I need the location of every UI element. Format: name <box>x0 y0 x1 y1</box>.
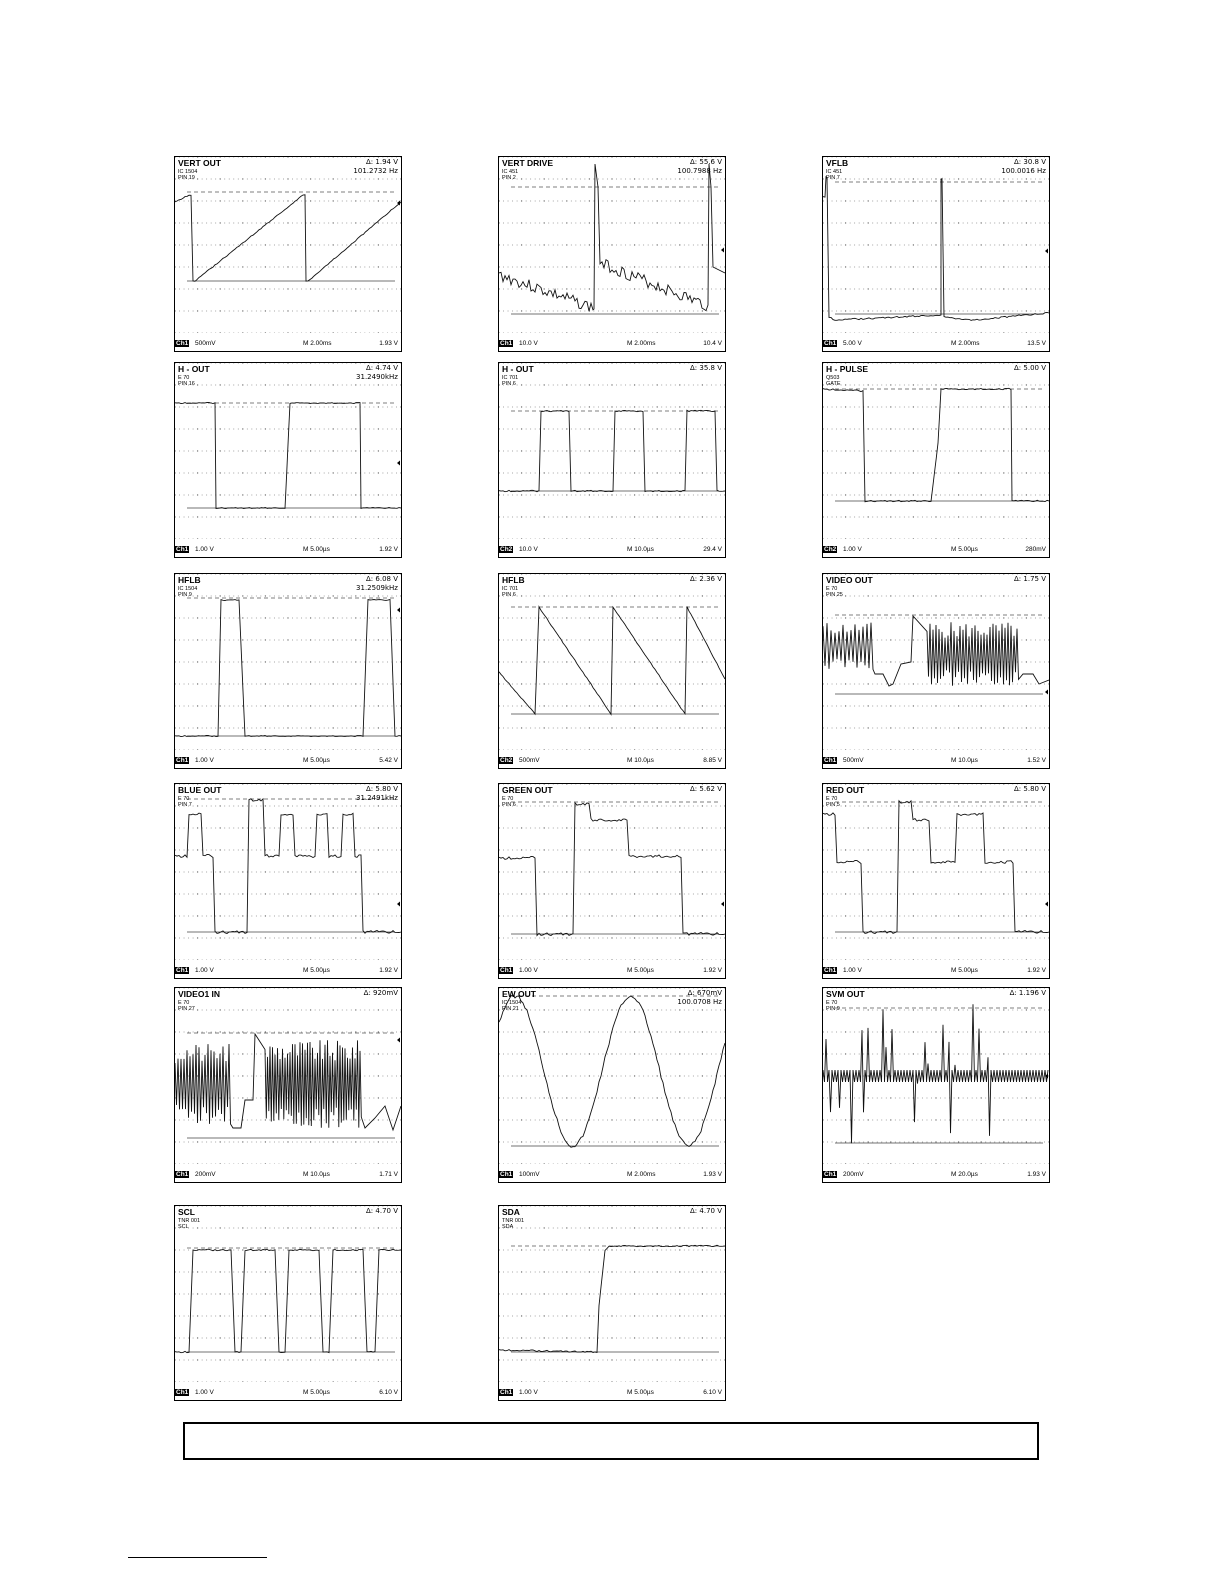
scope-delta-readout: Δ: 1.196 V <box>1009 989 1046 997</box>
scope-pin: PIN 2 <box>502 175 516 181</box>
timebase: M 5.00µs <box>627 1389 654 1396</box>
scope-frequency-readout: 100.0708 Hz <box>677 998 722 1006</box>
trigger-level: 29.4 V <box>703 546 722 553</box>
scope-green-out <box>498 783 726 979</box>
scope-status-bar <box>823 1168 1049 1182</box>
scope-status-bar <box>499 543 725 557</box>
trigger-level: 1.93 V <box>379 340 398 347</box>
scope-pin: PIN 6 <box>502 592 516 598</box>
scope-title: RED OUT <box>826 785 865 795</box>
scope-component: IC 1504 <box>502 1000 522 1006</box>
volts-per-div: 200mV <box>195 1171 216 1178</box>
scope-component: E 70 <box>826 796 838 802</box>
scope-status-bar <box>175 543 401 557</box>
scope-hflb-2 <box>498 573 726 769</box>
scope-title: H - OUT <box>502 364 534 374</box>
scope-title: VFLB <box>826 158 849 168</box>
scope-vert-out <box>174 156 402 352</box>
waveform-trace <box>175 195 401 281</box>
volts-per-div: 1.00 V <box>195 757 214 764</box>
scope-component: IC 451 <box>826 169 843 175</box>
scope-frequency-readout: 100.7988 Hz <box>677 167 722 175</box>
scope-pin: PIN 16 <box>178 381 195 387</box>
channel-label: Ch1 <box>176 1389 189 1396</box>
scope-frequency-readout: 31.2491kHz <box>356 794 398 802</box>
scope-pin: PIN 27 <box>178 1006 195 1012</box>
scope-screen <box>175 363 401 539</box>
scope-component: E 70 <box>826 586 838 592</box>
channel-label: Ch1 <box>500 340 513 347</box>
waveform-trace <box>823 616 1049 686</box>
volts-per-div: 500mV <box>843 757 864 764</box>
scope-screen <box>499 1206 725 1382</box>
trigger-level: 5.42 V <box>379 757 398 764</box>
waveform-trace <box>175 403 401 509</box>
timebase: M 10.0µs <box>951 757 978 764</box>
channel-label: Ch1 <box>824 757 837 764</box>
scope-screen <box>175 1206 401 1382</box>
scope-screen <box>175 784 401 960</box>
scope-component: E 70 <box>826 1000 838 1006</box>
scope-screen <box>823 157 1049 333</box>
trigger-level-marker <box>397 608 400 613</box>
volts-per-div: 100mV <box>519 1171 540 1178</box>
trigger-level: 6.10 V <box>703 1389 722 1396</box>
volts-per-div: 10.0 V <box>519 340 538 347</box>
trigger-level: 1.71 V <box>379 1171 398 1178</box>
trigger-level: 1.52 V <box>1027 757 1046 764</box>
scope-delta-readout: Δ: 6.08 V <box>366 575 398 583</box>
scope-screen <box>499 784 725 960</box>
scope-pin: PIN 19 <box>178 175 195 181</box>
scope-title: VIDEO OUT <box>826 575 873 585</box>
timebase: M 5.00µs <box>303 757 330 764</box>
scope-vflb <box>822 156 1050 352</box>
scope-component: TNR 001 <box>502 1218 525 1224</box>
channel-label: Ch1 <box>824 967 837 974</box>
scope-screen <box>823 574 1049 750</box>
scope-component: E 70 <box>178 796 190 802</box>
waveform-trace <box>499 607 725 715</box>
trigger-level: 1.92 V <box>1027 967 1046 974</box>
channel-label: Ch2 <box>500 757 513 764</box>
scope-delta-readout: Δ: 4.74 V <box>366 364 398 372</box>
timebase: M 20.0µs <box>951 1171 978 1178</box>
trigger-level: 280mV <box>1025 546 1046 553</box>
scope-delta-readout: Δ: 5.00 V <box>1014 364 1046 372</box>
trigger-level: 10.4 V <box>703 340 722 347</box>
volts-per-div: 1.00 V <box>843 967 862 974</box>
scope-screen <box>823 363 1049 539</box>
scope-scl <box>174 1205 402 1401</box>
volts-per-div: 500mV <box>195 340 216 347</box>
scope-title: VERT OUT <box>178 158 221 168</box>
scope-component: IC 701 <box>502 586 519 592</box>
scope-delta-readout: Δ: 5.80 V <box>366 785 398 793</box>
footer-rule <box>128 1557 267 1558</box>
timebase: M 2.00ms <box>627 340 656 347</box>
scope-pin: PIN 6 <box>502 802 516 808</box>
scope-screen <box>175 988 401 1164</box>
scope-status-bar <box>175 754 401 768</box>
waveform-trace <box>499 995 725 1147</box>
scope-status-bar <box>175 1168 401 1182</box>
scope-title: H - OUT <box>178 364 210 374</box>
scope-status-bar <box>175 964 401 978</box>
trigger-level: 6.10 V <box>379 1389 398 1396</box>
scope-title: HFLB <box>502 575 525 585</box>
scope-frequency-readout: 31.2490kHz <box>356 373 398 381</box>
scope-delta-readout: Δ: 1.94 V <box>366 158 398 166</box>
scope-screen <box>175 574 401 750</box>
scope-status-bar <box>499 337 725 351</box>
trigger-level: 1.92 V <box>703 967 722 974</box>
scope-video1-in <box>174 987 402 1183</box>
scope-svm-out <box>822 987 1050 1183</box>
timebase: M 10.0µs <box>627 757 654 764</box>
timebase: M 2.00ms <box>951 340 980 347</box>
trigger-level-marker <box>1045 902 1048 907</box>
channel-label: Ch1 <box>176 546 189 553</box>
scope-delta-readout: Δ: 4.70 V <box>690 1207 722 1215</box>
caption-box <box>183 1422 1039 1460</box>
scope-pin: PIN 7 <box>178 802 192 808</box>
timebase: M 10.0µs <box>303 1171 330 1178</box>
scope-h-out-2 <box>498 362 726 558</box>
waveform-trace <box>175 799 401 934</box>
volts-per-div: 1.00 V <box>519 967 538 974</box>
scope-ew-out <box>498 987 726 1183</box>
trigger-level-marker <box>721 248 724 253</box>
scope-pin: SCL <box>178 1224 189 1230</box>
volts-per-div: 10.0 V <box>519 546 538 553</box>
scope-status-bar <box>175 1386 401 1400</box>
scope-component: TNR 001 <box>178 1218 201 1224</box>
scope-pin: PIN 7 <box>826 175 840 181</box>
scope-component: IC 701 <box>502 375 519 381</box>
trigger-level: 13.5 V <box>1027 340 1046 347</box>
timebase: M 10.0µs <box>627 546 654 553</box>
scope-status-bar <box>823 337 1049 351</box>
volts-per-div: 1.00 V <box>519 1389 538 1396</box>
scope-h-pulse <box>822 362 1050 558</box>
waveform-trace <box>175 1034 401 1130</box>
timebase: M 2.00ms <box>627 1171 656 1178</box>
waveform-trace <box>499 1245 725 1352</box>
scope-screen <box>823 988 1049 1164</box>
scope-title: VIDEO1 IN <box>178 989 221 999</box>
scope-pin: PIN 21 <box>502 1006 519 1012</box>
volts-per-div: 500mV <box>519 757 540 764</box>
trigger-level: 1.93 V <box>1027 1171 1046 1178</box>
scope-delta-readout: Δ: 30.8 V <box>1014 158 1046 166</box>
scope-status-bar <box>499 964 725 978</box>
scope-h-out-1 <box>174 362 402 558</box>
scope-title: H - PULSE <box>826 364 869 374</box>
scope-status-bar <box>175 337 401 351</box>
scope-status-bar <box>823 964 1049 978</box>
channel-label: Ch1 <box>824 1171 837 1178</box>
volts-per-div: 1.00 V <box>843 546 862 553</box>
volts-per-div: 5.00 V <box>843 340 862 347</box>
scope-title: HFLB <box>178 575 201 585</box>
scope-pin: PIN 5 <box>826 802 840 808</box>
scope-delta-readout: Δ: 1.75 V <box>1014 575 1046 583</box>
timebase: M 5.00µs <box>303 1389 330 1396</box>
trigger-level-marker <box>397 461 400 466</box>
waveform-trace <box>823 801 1049 934</box>
timebase: M 5.00µs <box>627 967 654 974</box>
scope-status-bar <box>823 754 1049 768</box>
scope-pin: PIN 9 <box>826 1006 840 1012</box>
scope-component: IC 451 <box>502 169 519 175</box>
trigger-level: 8.85 V <box>703 757 722 764</box>
scope-component: Q503 <box>826 375 840 381</box>
trigger-level: 1.92 V <box>379 967 398 974</box>
scope-sda <box>498 1205 726 1401</box>
scope-vert-drive <box>498 156 726 352</box>
scope-component: E 70 <box>178 375 190 381</box>
trigger-level-marker <box>721 902 724 907</box>
trigger-level-marker <box>397 1038 400 1043</box>
timebase: M 5.00µs <box>951 546 978 553</box>
scope-delta-readout: Δ: 670mV <box>687 989 722 997</box>
scope-title: GREEN OUT <box>502 785 553 795</box>
channel-label: Ch2 <box>824 546 837 553</box>
waveform-trace <box>823 1004 1048 1143</box>
scope-title: EW OUT <box>502 989 536 999</box>
scope-status-bar <box>823 543 1049 557</box>
scope-delta-readout: Δ: 4.70 V <box>366 1207 398 1215</box>
trigger-level-marker <box>1045 690 1048 695</box>
scope-red-out <box>822 783 1050 979</box>
channel-label: Ch1 <box>824 340 837 347</box>
volts-per-div: 1.00 V <box>195 1389 214 1396</box>
scope-title: BLUE OUT <box>178 785 222 795</box>
scope-status-bar <box>499 1386 725 1400</box>
channel-label: Ch2 <box>500 546 513 553</box>
scope-pin: GATE <box>826 381 841 387</box>
volts-per-div: 1.00 V <box>195 967 214 974</box>
scope-screen <box>823 784 1049 960</box>
scope-screen <box>499 363 725 539</box>
scope-screen <box>175 157 401 333</box>
channel-label: Ch1 <box>500 967 513 974</box>
scope-component: IC 1504 <box>178 169 198 175</box>
scope-title: SCL <box>178 1207 195 1217</box>
scope-delta-readout: Δ: 920mV <box>363 989 398 997</box>
waveform-trace <box>175 1249 401 1352</box>
volts-per-div: 1.00 V <box>195 546 214 553</box>
scope-screen <box>499 574 725 750</box>
channel-label: Ch1 <box>500 1389 513 1396</box>
scope-hflb-1 <box>174 573 402 769</box>
scope-title: VERT DRIVE <box>502 158 554 168</box>
scope-pin: SDA <box>502 1224 514 1230</box>
channel-label: Ch1 <box>176 757 189 764</box>
scope-blue-out <box>174 783 402 979</box>
channel-label: Ch1 <box>176 340 189 347</box>
scope-frequency-readout: 101.2732 Hz <box>353 167 398 175</box>
scope-title: SDA <box>502 1207 520 1217</box>
scope-pin: PIN 9 <box>178 592 192 598</box>
waveform-trace <box>823 388 1049 501</box>
scope-screen <box>499 988 725 1164</box>
waveform-trace <box>823 177 1049 321</box>
timebase: M 5.00µs <box>951 967 978 974</box>
scope-pin: PIN 25 <box>826 592 843 598</box>
scope-delta-readout: Δ: 5.62 V <box>690 785 722 793</box>
timebase: M 5.00µs <box>303 546 330 553</box>
scope-pin: PIN 6 <box>502 381 516 387</box>
timebase: M 5.00µs <box>303 967 330 974</box>
scope-delta-readout: Δ: 2.36 V <box>690 575 722 583</box>
timebase: M 2.00ms <box>303 340 332 347</box>
scope-delta-readout: Δ: 35.8 V <box>690 364 722 372</box>
scope-component: E 70 <box>178 1000 190 1006</box>
trigger-level-marker <box>1045 249 1048 254</box>
scope-frequency-readout: 31.2509kHz <box>356 584 398 592</box>
waveform-trace <box>175 600 401 737</box>
channel-label: Ch1 <box>176 967 189 974</box>
scope-title: SVM OUT <box>826 989 865 999</box>
trigger-level: 1.92 V <box>379 546 398 553</box>
scope-video-out <box>822 573 1050 769</box>
trigger-level-marker <box>397 902 400 907</box>
scope-delta-readout: Δ: 55.6 V <box>690 158 722 166</box>
scope-screen <box>499 157 725 333</box>
scope-delta-readout: Δ: 5.80 V <box>1014 785 1046 793</box>
channel-label: Ch1 <box>500 1171 513 1178</box>
scope-frequency-readout: 100.0016 Hz <box>1001 167 1046 175</box>
scope-status-bar <box>499 754 725 768</box>
channel-label: Ch1 <box>176 1171 189 1178</box>
scope-component: IC 1504 <box>178 586 198 592</box>
trigger-level: 1.93 V <box>703 1171 722 1178</box>
scope-component: E 70 <box>502 796 514 802</box>
volts-per-div: 200mV <box>843 1171 864 1178</box>
scope-status-bar <box>499 1168 725 1182</box>
